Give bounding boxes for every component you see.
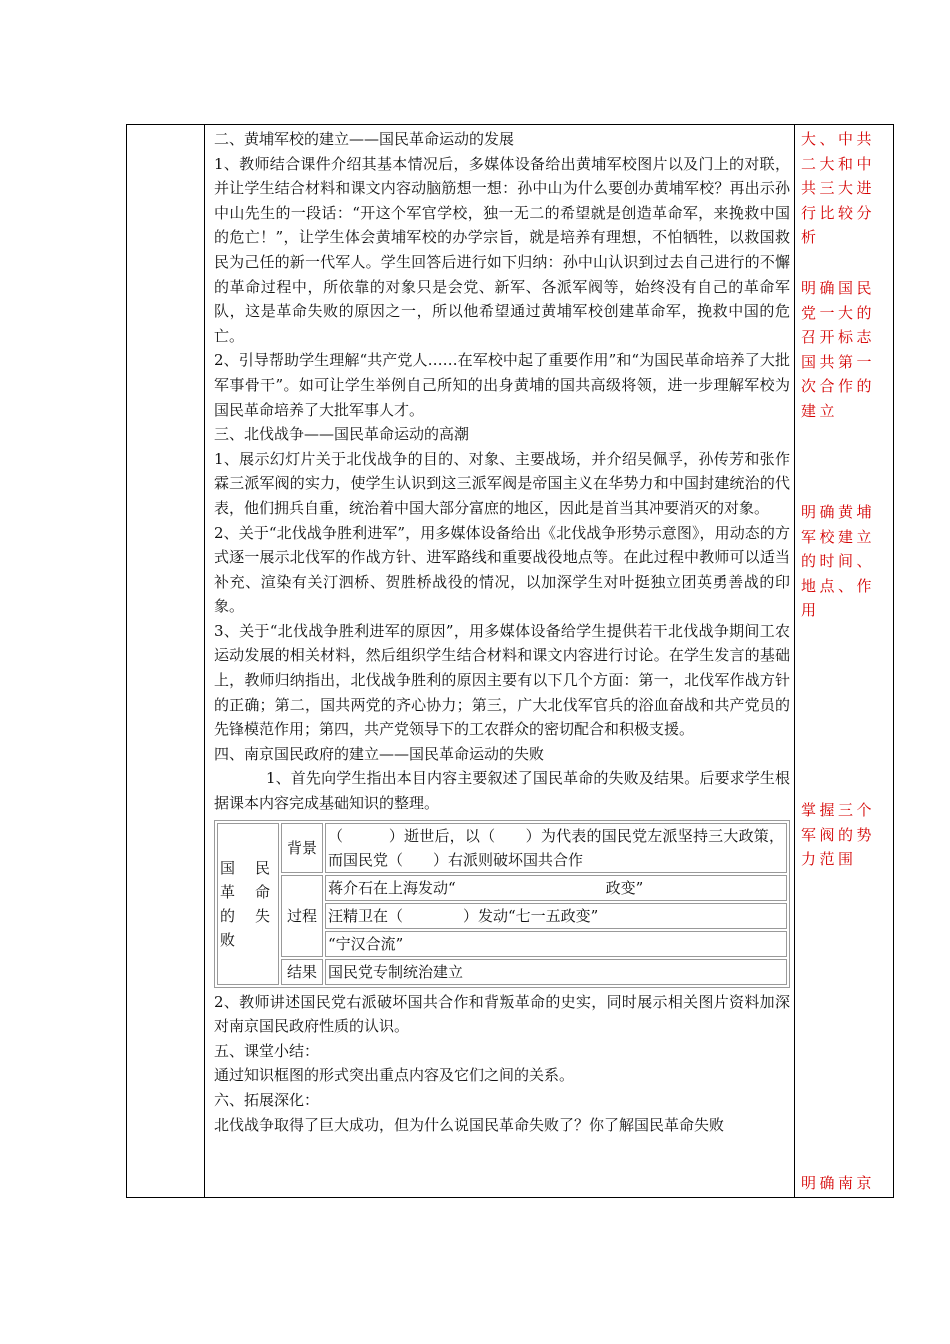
table-process-row: 汪精卫在（ ）发动“七一五政变” [325,903,787,929]
column-divider-2 [794,125,795,1197]
side-note: 大、中共二大和中共三大进行比较分析 [801,130,876,247]
table-result-label: 结果 [281,959,323,985]
side-note: 明确黄埔军校建立的时间、地点、作用 [801,503,876,620]
side-note: 明确南京 [801,1174,876,1192]
summary-table [214,820,790,988]
paragraph: 2、教师讲述国民党右派破坏国共合作和背叛革命的史实，同时展示相关图片资料加深对南京国民政府性质的认识。 [214,992,790,1036]
section-heading: 二、黄埔军校的建立——国民革命运动的发展 [214,130,515,148]
paragraph: 1、首先向学生指出本目内容主要叙述了国民革命的失败及结果。后要求学生根据课本内容完成基础知识的整理。 [214,769,790,813]
table-result-text: 国民党专制统治建立 [325,959,787,985]
table-main-label: 国民革命的失败 [217,823,279,985]
table-process-row: 蒋介石在上海发动“ 政变” [325,875,787,901]
table-background-text: （ ）逝世后，以（ ）为代表的国民党左派坚持三大政策，而国民党（ ）右派则破坏国共合作 [325,823,787,873]
side-note: 掌握三个军阀的势力范围 [801,801,876,869]
lesson-table [126,124,894,1198]
paragraph: 1、展示幻灯片关于北伐战争的目的、对象、主要战场，并介绍吴佩孚，孙传芳和张作霖三派军阀的实力，使学生认识到这三派军阀是帝国主义在华势力和中国封建统治的代表，他们拥兵自重，统治着中国大部分富庶的地区，因此是首当其冲要消灭的对象。 [214,449,790,517]
paragraph: 2、关于“北伐战争胜利进军”，用多媒体设备给出《北伐战争形势示意图》，用动态的方式逐一展示北伐军的作战方针、进军路线和重要战役地点等。在此过程中教师可以适当补充、渲染有关汀泗桥、贺胜桥战役的情况，以加深学生对叶挺独立团英勇善战的印象。 [214,523,790,616]
paragraph: 2、引导帮助学生理解“共产党人……在军校中起了重要作用”和“为国民革命培养了大批军事骨干”。如可让学生举例自己所知的出身黄埔的国共高级将领，进一步理解军校为国民革命培养了大批军事人才。 [214,351,790,419]
table-background-label: 背景 [281,823,323,873]
paragraph: 3、关于“北伐战争胜利进军的原因”，用多媒体设备给学生提供若干北伐战争期间工农运动发展的相关材料，然后组织学生结合材料和课文内容进行讨论。在学生发言的基础上，教师归纳指出，北伐战争胜利的原因主要有以下几个方面：第一，北伐军作战方针的正确；第二，国共两党的齐心协力；第三，广大北伐军官兵的浴血奋战和共产党员的先锋模范作用；第四，共产党领导下的工农群众的密切配合和积极支援。 [214,621,790,739]
section-heading: 五、课堂小结： [214,1041,320,1060]
section-heading: 六、拓展深化： [214,1091,320,1109]
paragraph: 北伐战争取得了巨大成功，但为什么说国民革命失败了？你了解国民革命失败 [214,1115,725,1134]
paragraph: 1、教师结合课件介绍其基本情况后，多媒体设备给出黄埔军校图片以及门上的对联，并让学生结合材料和课文内容动脑筋想一想：孙中山为什么要创办黄埔军校？再出示孙中山先生的一段话：“开这个军官学校，独一无二的希望就是创造革命军，来挽救中国的危亡！”，让学生体会黄埔军校的办学宗旨，就是培养有理想，不怕牺牲，以救国救民为己任的新一代军人。学生回答后进行如下归纳：孙中山认识到过去自己进行的不懈的革命过程中，所依靠的对象只是会党、新军、各派军阀等，始终没有自己的革命军队，这是革命失败的原因之一，所以他希望通过黄埔军校创建革命军，挽救中国的危亡。 [214,154,790,345]
column-divider-1 [204,125,205,1197]
side-note: 明确国民党一大的召开标志国共第一次合作的建立 [801,279,876,420]
table-process-label: 过程 [281,875,323,957]
section-heading: 三、北伐战争——国民革命运动的高潮 [214,425,470,444]
table-process-row: “宁汉合流” [325,931,787,957]
section-heading: 四、南京国民政府的建立——国民革命运动的失败 [214,744,545,763]
main-content [214,127,790,1137]
paragraph: 通过知识框图的形式突出重点内容及它们之间的关系。 [214,1066,575,1085]
